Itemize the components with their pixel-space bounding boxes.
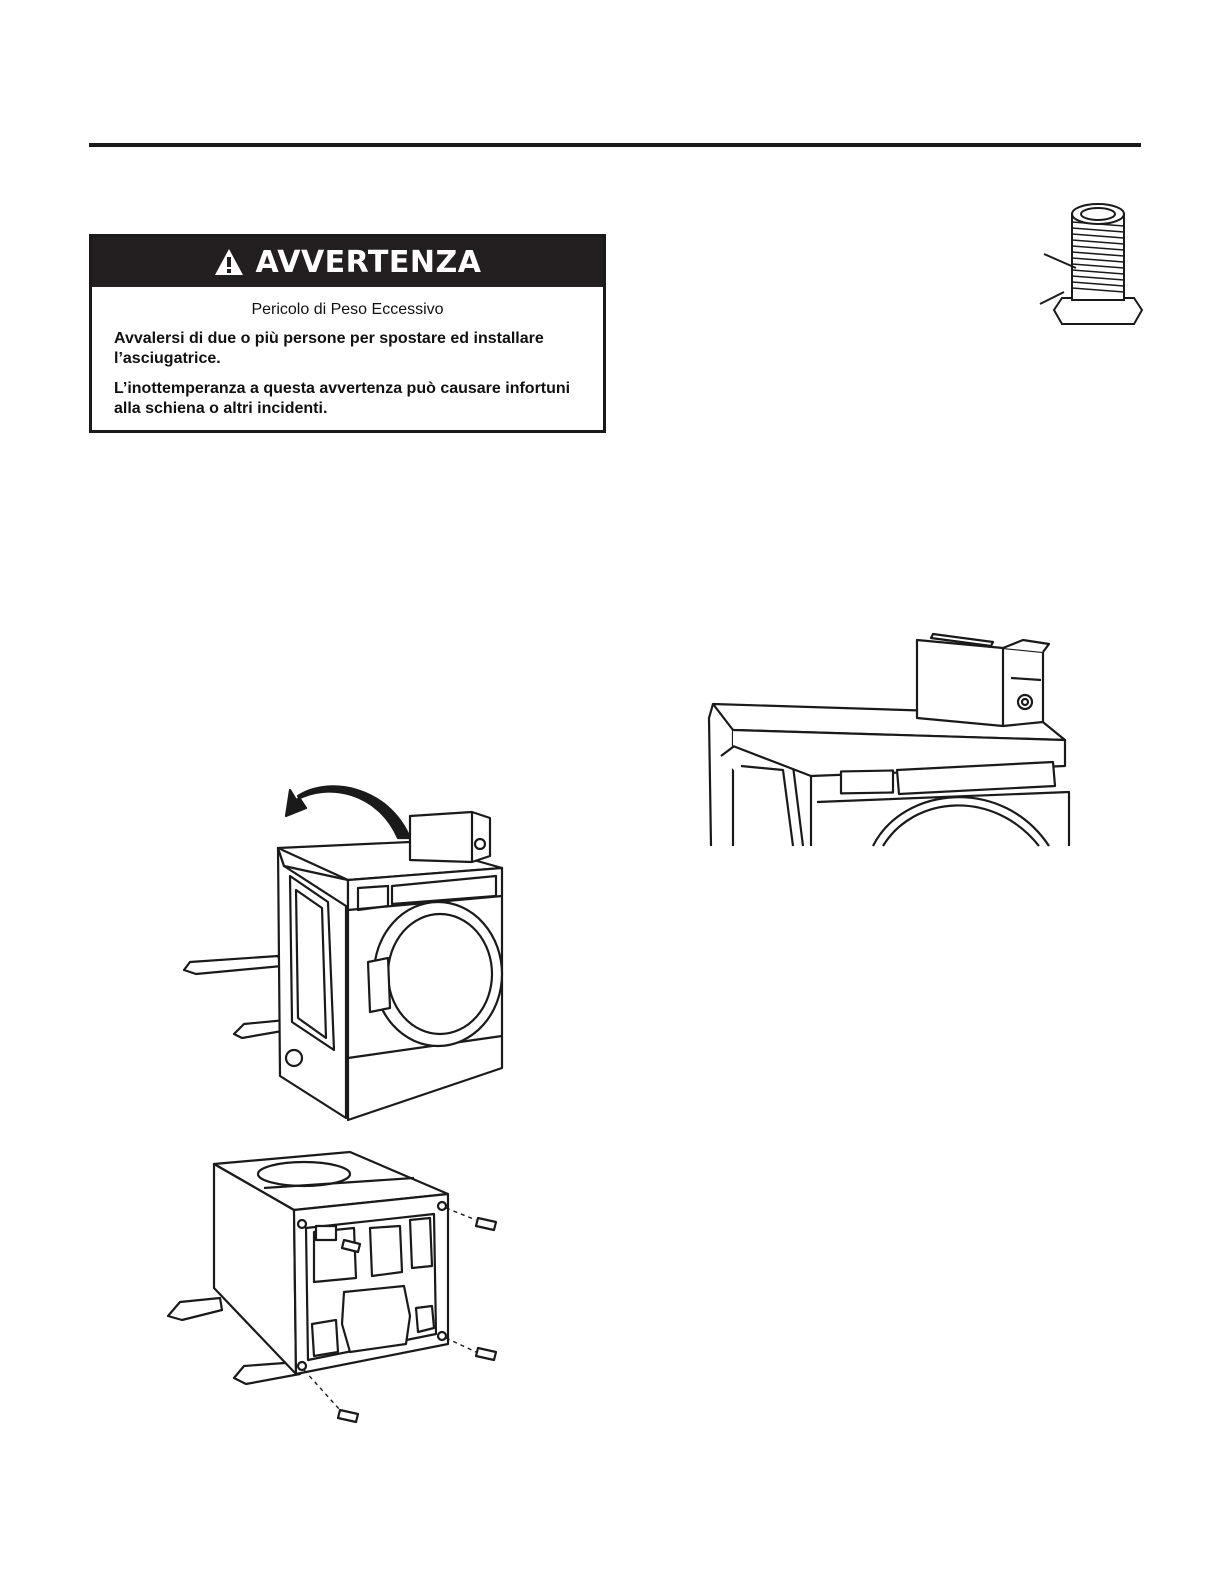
warning-triangle-icon [214,248,244,276]
warning-subtitle: Pericolo di Peso Eccessivo [251,301,444,318]
warning-paragraph-2: L’inottemperanza a questa avvertenza può causare infortuni alla schiena o altri incidenti. [114,380,571,417]
dryer-rear-screws-figure [164,1148,504,1424]
dryer-top-coin-box-figure [693,626,1078,848]
header-rule [89,143,1141,147]
warning-box [89,234,606,433]
warning-title: AVVERTENZA [255,244,482,280]
vent-connector-figure [1030,192,1150,332]
warning-paragraph-1: Avvalersi di due o più persone per spostare ed installare l’asciugatrice. [114,330,544,367]
dryer-tipping-figure [178,776,508,1126]
warning-header [92,237,603,287]
warning-body [92,329,603,419]
